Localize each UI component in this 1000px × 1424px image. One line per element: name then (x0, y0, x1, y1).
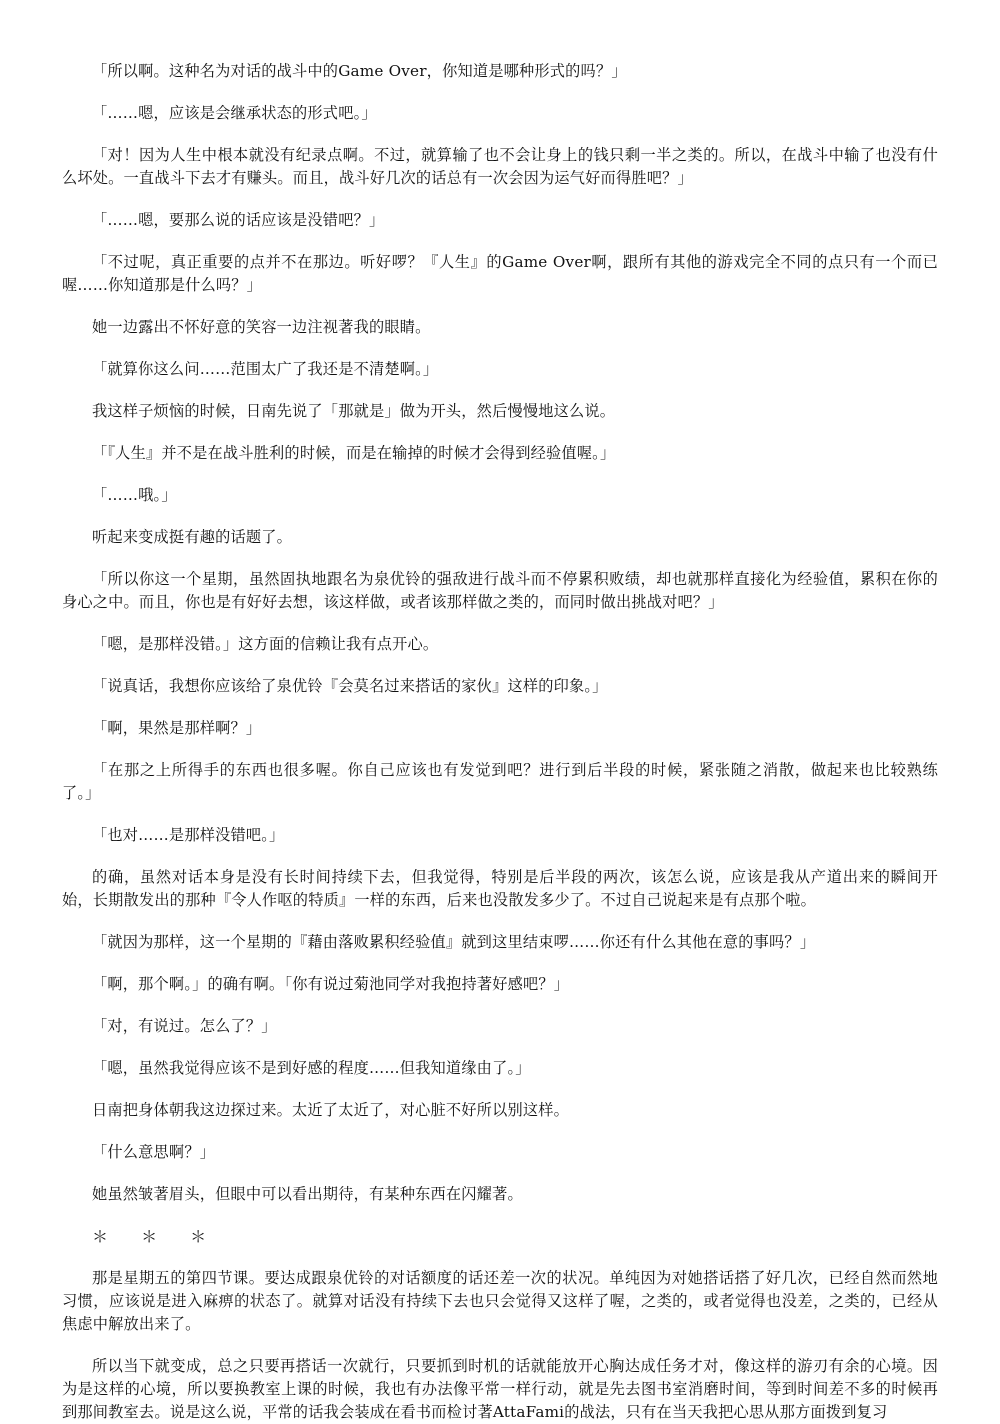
paragraph: 「啊，果然是那样啊？」 (92, 719, 262, 737)
paragraph: 「对！因为人生中根本就没有纪录点啊。不过，就算输了也不会让身上的钱只剩一半之类的。所以，在战斗中输了也没有什么坏处。一直战斗下去才有赚头。而且，战斗好几次的话总有一次会因为运气好而得胜吧？」 (62, 146, 938, 187)
paragraph: 「所以你这一个星期，虽然固执地跟名为泉优铃的强敌进行战斗而不停累积败绩，却也就那样直接化为经验值，累积在你的身心之中。而且，你也是有好好去想，该这样做，或者该那样做之类的，而同时做出挑战对吧？」 (62, 570, 938, 611)
paragraph: 「嗯，是那样没错。」这方面的信赖让我有点开心。 (92, 635, 439, 653)
paragraph: 的确，虽然对话本身是没有长时间持续下去，但我觉得，特别是后半段的两次，该怎么说，应该是我从产道出来的瞬间开始，长期散发出的那种『令人作呕的特质』一样的东西，后来也没散发多少了。不过自己说起来是有点那个啦。 (62, 868, 938, 909)
paragraph: 「也对……是那样没错吧。」 (92, 826, 285, 844)
paragraph: 我这样子烦恼的时候，日南先说了「那就是」做为开头，然后慢慢地这么说。 (92, 402, 616, 420)
paragraph: 「就因为那样，这一个星期的『藉由落败累积经验值』就到这里结束啰……你还有什么其他在意的事吗？」 (92, 933, 816, 951)
scene-break: ＊ ＊ ＊ (92, 1227, 221, 1246)
paragraph: 「……嗯，应该是会继承状态的形式吧。」 (92, 104, 377, 122)
paragraph: 那是星期五的第四节课。要达成跟泉优铃的对话额度的话还差一次的状况。单纯因为对她搭话搭了好几次，已经自然而然地习惯，应该说是进入麻痹的状态了。就算对话没有持续下去也只会觉得又这样了喔，之类的，或者觉得也没差，之类的，已经从焦虑中解放出来了。 (62, 1269, 938, 1333)
paragraph: 「『人生』并不是在战斗胜利的时候，而是在输掉的时候才会得到经验值喔。」 (92, 444, 616, 462)
paragraph: 「说真话，我想你应该给了泉优铃『会莫名过来搭话的家伙』这样的印象。」 (92, 677, 608, 695)
paragraph: 「所以啊。这种名为对话的战斗中的Game Over，你知道是哪种形式的吗？」 (92, 62, 627, 80)
paragraph: 「嗯，虽然我觉得应该不是到好感的程度……但我知道缘由了。」 (92, 1059, 531, 1077)
paragraph: 听起来变成挺有趣的话题了。 (92, 528, 293, 546)
paragraph: 「……哦。」 (92, 486, 177, 504)
paragraph: 「……嗯，要那么说的话应该是没错吧？」 (92, 211, 385, 229)
paragraph: 日南把身体朝我这边探过来。太近了太近了，对心脏不好所以别这样。 (92, 1101, 570, 1119)
paragraph: 「在那之上所得手的东西也很多喔。你自己应该也有发觉到吧？进行到后半段的时候，紧张随之消散，做起来也比较熟练了。」 (62, 761, 938, 802)
paragraph: 「对，有说过。怎么了？」 (92, 1017, 277, 1035)
paragraph: 她虽然皱著眉头，但眼中可以看出期待，有某种东西在闪耀著。 (92, 1185, 523, 1203)
paragraph: 所以当下就变成，总之只要再搭话一次就行，只要抓到时机的话就能放开心胸达成任务才对，像这样的游刃有余的心境。因为是这样的心境，所以要换教室上课的时候，我也有办法像平常一样行动，就是先去图书室消磨时间，等到时间差不多的时候再到那间教室去。说是这么说，平常的话我会装成在看书而检讨著AttaFami的战法，只有在当天我把心思从那方面拨到复习 (62, 1357, 938, 1421)
paragraph: 「不过呢，真正重要的点并不在那边。听好啰？『人生』的Game Over啊，跟所有其他的游戏完全不同的点只有一个而已喔……你知道那是什么吗？」 (62, 253, 938, 294)
paragraph: 「就算你这么问……范围太广了我还是不清楚啊。」 (92, 360, 439, 378)
paragraph: 「什么意思啊？」 (92, 1143, 216, 1161)
paragraph: 她一边露出不怀好意的笑容一边注视著我的眼睛。 (92, 318, 431, 336)
paragraph: 「啊，那个啊。」的确有啊。「你有说过菊池同学对我抱持著好感吧？」 (92, 975, 570, 993)
